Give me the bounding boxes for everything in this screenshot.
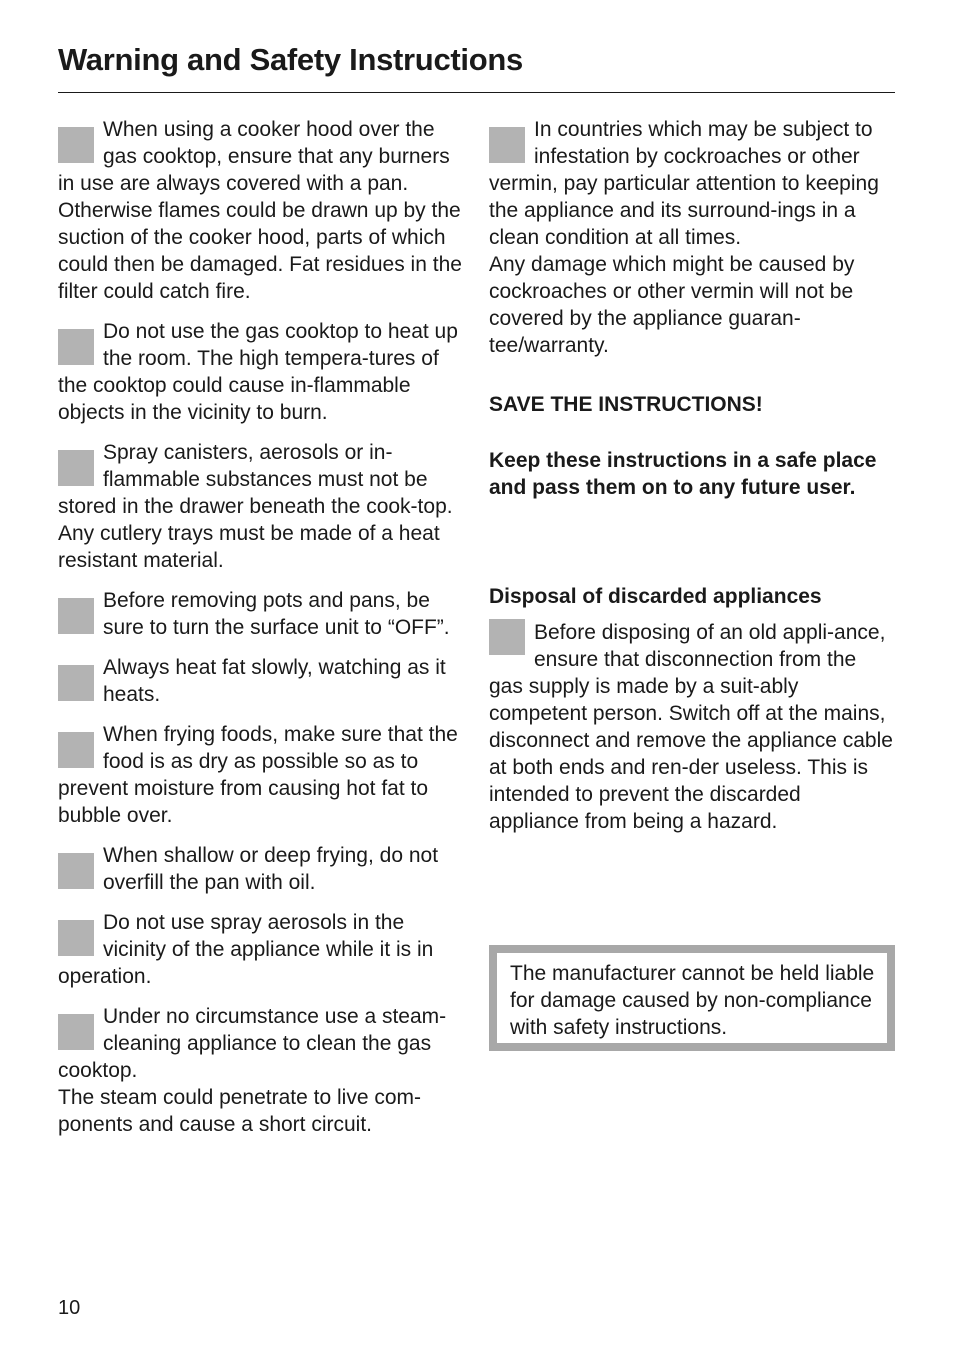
- bullet-square-icon: [58, 329, 94, 365]
- keep-instructions-text: Keep these instructions in a safe place and pass them on to any future user.: [489, 449, 877, 499]
- item-text: Always heat fat slowly, watching as it heats.: [103, 656, 446, 706]
- item-text: Do not use the gas cooktop to heat up the room. The high tempera-tures of the cooktop could cause in-flammable objects in the vicinity to burn.: [58, 320, 458, 424]
- list-item: [489, 116, 895, 359]
- item-text: When frying foods, make sure that the food is as dry as possible so as to prevent moisture from causing hot fat to bubble over.: [58, 723, 458, 827]
- liability-notice-text: The manufacturer cannot be held liable for damage caused by non-compliance with safety instructions.: [510, 962, 875, 1039]
- right-column: [489, 116, 895, 848]
- liability-notice-box: [489, 945, 895, 1051]
- vermin-text: In countries which may be subject to infestation by cockroaches or other vermin, pay particular attention to keeping the appliance and its surround-ings in a clean condition at all times.: [489, 118, 879, 249]
- bullet-square-icon: [489, 619, 525, 655]
- item-text: When using a cooker hood over the gas cooktop, ensure that any burners in use are always covered with a pan.: [58, 118, 450, 195]
- item-text: Under no circumstance use a steam-cleaning appliance to clean the gas cooktop.: [58, 1005, 447, 1082]
- list-item: [489, 619, 895, 835]
- bullet-square-icon: [58, 665, 94, 701]
- bullet-square-icon: [489, 127, 525, 163]
- bullet-square-icon: [58, 450, 94, 486]
- save-instructions-heading: SAVE THE INSTRUCTIONS!: [489, 393, 763, 416]
- item-text: Spray canisters, aerosols or in-flammable substances must not be stored in the drawer beneath the cook-top. Any cutlery trays must be made of a heat resistant material.: [58, 441, 453, 572]
- list-item: [58, 116, 468, 305]
- item-text: Do not use spray aerosols in the vicinity of the appliance while it is in operation.: [58, 911, 434, 988]
- bullet-square-icon: [58, 127, 94, 163]
- list-item: [58, 842, 468, 896]
- item-extra-text: The steam could penetrate to live com-ponents and cause a short circuit.: [58, 1086, 422, 1136]
- list-item: [58, 318, 468, 426]
- item-text: Before removing pots and pans, be sure to turn the surface unit to “OFF”.: [103, 589, 450, 639]
- page-title: Warning and Safety Instructions: [58, 42, 523, 77]
- title-divider: [58, 92, 895, 93]
- bullet-square-icon: [58, 1014, 94, 1050]
- bullet-square-icon: [58, 853, 94, 889]
- list-item: [58, 1003, 468, 1138]
- disposal-text: Before disposing of an old appli-ance, ensure that disconnection from the gas supply is made by a suit-ably competent person. Switch off at the mains, disconnect and remove the appliance cable at both ends and ren-der useless. This is intended to prevent the discarded appliance from being a hazard.: [489, 621, 893, 833]
- disposal-heading: Disposal of discarded appliances: [489, 585, 822, 608]
- list-item: [58, 721, 468, 829]
- bullet-square-icon: [58, 920, 94, 956]
- left-column: [58, 116, 468, 1151]
- vermin-extra-text: Any damage which might be caused by cockroaches or other vermin will not be covered by the appliance guaran-tee/warranty.: [489, 253, 855, 357]
- page-number: 10: [58, 1297, 81, 1319]
- list-item: [58, 654, 468, 708]
- list-item: [58, 587, 468, 641]
- bullet-square-icon: [58, 598, 94, 634]
- item-text: When shallow or deep frying, do not overfill the pan with oil.: [103, 844, 439, 894]
- list-item: [58, 909, 468, 990]
- bullet-square-icon: [58, 732, 94, 768]
- item-extra-text: Otherwise flames could be drawn up by the suction of the cooker hood, parts of which could then be damaged. Fat residues in the filter could catch fire.: [58, 199, 462, 303]
- list-item: [58, 439, 468, 574]
